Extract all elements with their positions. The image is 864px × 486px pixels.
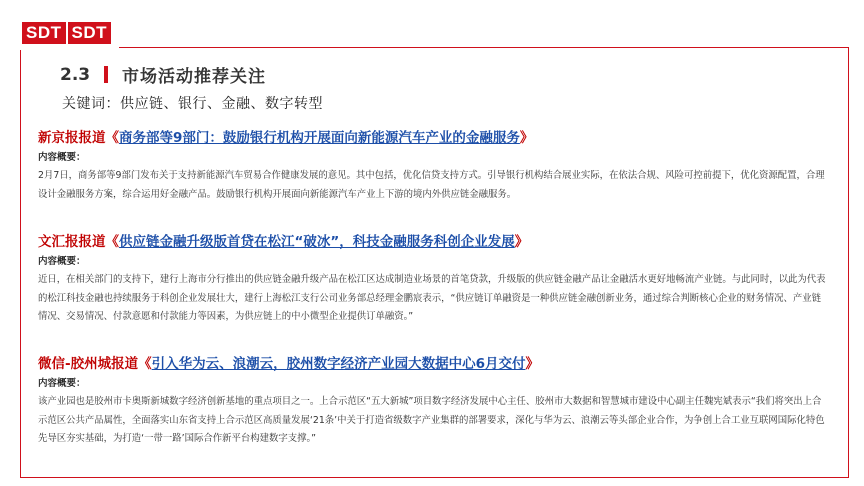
news-source: 微信-胶州城报道 xyxy=(38,356,139,372)
sdt-logo xyxy=(22,22,111,44)
close-bracket: 》 xyxy=(519,130,534,146)
logo-text-left: SDT xyxy=(22,22,66,44)
news-source: 文汇报报道 xyxy=(38,234,106,250)
news-item xyxy=(38,233,828,327)
news-title-line xyxy=(38,355,828,374)
news-title-line xyxy=(38,129,828,148)
section-header xyxy=(60,62,266,87)
summary-label: 内容概要： xyxy=(38,378,86,389)
close-bracket: 》 xyxy=(514,234,529,250)
section-number: 2.3 xyxy=(60,64,91,85)
close-bracket: 》 xyxy=(525,356,540,372)
open-bracket: 《 xyxy=(138,356,152,372)
summary-label: 内容概要： xyxy=(38,152,86,163)
news-title-link[interactable]: 供应链金融升级版首贷在松江“破冰”，科技金融服务科创企业发展 xyxy=(119,234,515,250)
section-divider-bar xyxy=(104,66,108,83)
summary-text: 近日，在相关部门的支持下，建行上海市分行推出的供应链金融升级产品在松江区达成制造业场景的首笔贷款，升级版的供应链金融产品让金融活水更好地畅流产业链。与此同时，以此为代表的松江科技金融也持续服务于科创企业发展壮大，建行上海松江支行公司业务部总经理金鹏宸表示，“供应链订单融资是一种供应链金融创新业务，通过综合判断核心企业的财务情况、产业链情况、交易情况、付款意愿和付款能力等因素，为供应链上的中小微型企业提供订单融资。” xyxy=(38,274,826,322)
logo-text-right: SDT xyxy=(68,22,112,44)
summary-label: 内容概要： xyxy=(38,256,86,267)
frame-gap xyxy=(18,44,119,50)
keywords-line: 关键词：供应链、银行、金融、数字转型 xyxy=(62,96,323,112)
open-bracket: 《 xyxy=(105,234,119,250)
summary-text: 2月7日，商务部等9部门发布关于支持新能源汽车贸易合作健康发展的意见。其中包括，优化信贷支持方式。引导银行机构结合展业实际，在依法合规、风险可控前提下，优化资源配置，合理设计金融服务方案，综合运用好金融产品。鼓励银行机构开展面向新能源汽车产业上下游的境内外供应链金融服务。 xyxy=(38,170,825,200)
section-title: 市场活动推荐关注 xyxy=(122,67,266,87)
news-title-link[interactable]: 引入华为云、浪潮云，胶州数字经济产业园大数据中心6月交付 xyxy=(151,356,526,372)
news-item xyxy=(38,129,828,204)
news-source: 新京报报道 xyxy=(38,130,106,146)
news-item xyxy=(38,355,828,449)
open-bracket: 《 xyxy=(105,130,119,146)
news-title-link[interactable]: 商务部等9部门：鼓励银行机构开展面向新能源汽车产业的金融服务 xyxy=(119,130,520,146)
news-title-line xyxy=(38,233,828,252)
summary-text: 该产业园也是胶州市卡奥斯新城数字经济创新基地的重点项目之一。上合示范区“五大新城”项目数字经济发展中心主任、胶州市大数据和智慧城市建设中心副主任魏宪斌表示“我们将突出上合示范区公共产品属性，全面落实山东省支持上合示范区高质量发展‘21条’中关于打造省级数字产业集群的部署要求，深化与华为云、浪潮云等头部企业合作，为争创上合工业互联网国际化特色先导区夯实基础，为打造‘一带一路’国际合作新平台构建数字支撑。” xyxy=(38,396,825,444)
